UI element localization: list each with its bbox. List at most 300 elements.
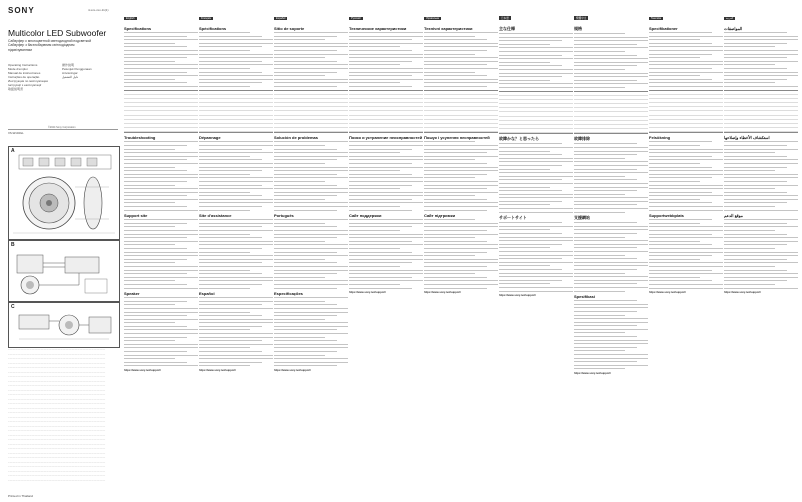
part-number: 4-xxx-xxx-11(1) [88,8,109,12]
subtitle-ru: Сабвуфер с многоцветной светодиодной подсветкой [8,39,92,43]
text-line [274,145,325,146]
support-url[interactable]: https://www.sony.net/support/ [649,291,686,295]
text-line [199,308,273,309]
section-heading: サポートサイト [499,215,527,221]
text-line [499,176,573,177]
text-line [724,237,798,238]
text-line [199,351,262,352]
text-line [199,156,250,157]
text-line [424,43,498,44]
section-heading: Speaker [124,291,140,297]
text-line [724,36,798,37]
text-line [499,187,550,188]
text-line [274,284,348,285]
text-line [199,337,273,338]
text-line [724,234,787,235]
text-line [499,262,573,263]
spec-table [574,91,648,135]
text-line [274,79,348,80]
translated-titles [8,39,108,52]
figure-a-label: A [11,148,15,154]
text-line [499,47,573,48]
section-heading: 故障かな？と思ったら [499,136,539,142]
text-line [349,248,400,249]
text-line [274,322,348,323]
text-line [724,226,798,227]
text-line [199,192,250,193]
text-line [724,244,787,245]
text-line [349,163,412,164]
text-line [649,61,723,62]
text-line [124,156,198,157]
text-line [274,192,348,193]
text-line [574,229,648,230]
text-line [424,199,487,200]
text-line [724,266,775,267]
text-line [424,202,498,203]
section-heading: Spesifikasi [574,294,595,300]
text-line [724,64,775,65]
text-line [499,258,562,259]
text-line [349,266,400,267]
text-line [499,154,562,155]
section-heading: Español [199,291,215,297]
text-line [649,206,723,207]
printed-in: Printed in Thailand [8,494,33,498]
support-url[interactable]: https://www.sony.net/support/ [124,369,161,372]
text-line [574,315,625,316]
text-line [574,143,637,144]
text-line [424,75,487,76]
text-line [574,172,648,173]
text-line [124,230,198,231]
text-line [199,145,273,146]
text-line [349,36,423,37]
text-line [274,319,325,320]
text-line [349,206,400,207]
text-line [499,87,573,88]
text-line [124,64,198,65]
text-line [499,37,573,38]
text-line [424,230,487,231]
text-line [424,188,487,189]
figure-b-panel [8,240,120,302]
text-line [349,61,412,62]
text-line [124,337,187,338]
support-url[interactable]: https://www.sony.net/support/ [199,369,236,372]
table-row [349,128,423,132]
text-column [274,6,348,494]
text-line [574,179,637,180]
text-line [649,152,723,153]
text-line [649,262,723,263]
text-line [574,80,637,81]
text-line [649,188,723,189]
text-line [649,32,712,33]
text-line [649,202,712,203]
text-line [349,79,423,80]
text-line [124,61,175,62]
text-line [124,277,198,278]
text-line [574,269,637,270]
text-line [649,255,712,256]
text-line [499,65,562,66]
text-line [649,226,723,227]
text-line [649,170,723,171]
text-line [349,141,423,142]
text-line [349,284,400,285]
text-line [424,185,498,186]
section-heading: Sitio de soporte [274,26,305,31]
text-line [424,79,498,80]
text-line [274,358,348,359]
text-line [649,237,723,238]
text-line [574,147,648,148]
text-line [124,226,175,227]
text-line [274,32,348,33]
text-line [649,68,712,69]
instructions-list-right [62,63,112,79]
text-line [574,291,625,292]
text-line [349,156,423,157]
text-line [649,266,723,267]
section-heading: Dépannage [199,135,221,141]
text-line [574,212,625,213]
text-line [199,297,273,298]
section-heading: Сайт поддержки [349,213,382,219]
text-line [724,79,787,80]
text-line [424,57,498,58]
text-line [574,169,637,170]
text-column [724,6,798,494]
text-line [124,170,187,171]
text-line [724,188,775,189]
text-line [424,46,498,47]
figure-b-label: B [11,242,15,248]
text-line [124,273,187,274]
support-url[interactable]: https://www.sony.net/support/ [574,372,611,375]
text-line [574,76,648,77]
text-line [124,288,198,289]
text-line [124,340,175,341]
text-line [574,161,648,162]
text-line [724,202,787,203]
text-line [349,86,412,87]
text-line [274,188,348,189]
text-line [274,57,325,58]
text-line [349,234,423,235]
text-line [274,362,348,363]
text-line [124,255,198,256]
text-line [424,141,475,142]
text-line [424,72,475,73]
text-line [124,351,187,352]
text-line [424,39,487,40]
language-tab: Français [201,17,211,20]
text-line [424,167,498,168]
text-line [199,344,273,345]
text-line [574,176,625,177]
text-line [499,190,562,191]
text-line [199,181,273,182]
section-heading: Especificações [274,291,303,297]
text-line [424,262,498,263]
text-line [649,181,700,182]
text-line [199,72,262,73]
text-line [349,68,423,69]
text-line [424,177,475,178]
text-line [649,167,712,168]
text-line [724,145,787,146]
text-line [724,195,798,196]
text-line [124,57,187,58]
text-line [499,197,573,198]
text-line [724,284,775,285]
section-heading: Сайт підтримки [424,213,456,219]
text-line [574,304,648,305]
section-heading: Поиск и устранение неисправностей [349,135,423,141]
text-line [124,195,187,196]
text-line [499,255,573,256]
text-line [274,39,325,40]
text-line [274,226,337,227]
text-line [274,156,348,157]
text-line [349,210,412,211]
text-line [349,202,423,203]
text-line [274,75,325,76]
text-line [124,75,198,76]
text-line [199,54,273,55]
support-url[interactable]: https://www.sony.net/support/ [724,291,761,295]
figure-c-panel [8,302,120,348]
text-line [199,86,250,87]
text-line [499,183,573,184]
text-line [649,36,723,37]
instructions-list-left [8,63,68,91]
text-line [199,326,262,327]
instructions-id: Petunjuk Penggunaan [62,67,92,71]
text-line [349,82,400,83]
text-line [199,39,273,40]
section-heading: 故障排除 [574,136,590,142]
section-heading: موقع الدعم [724,213,743,219]
section-heading: Spécifications [199,26,227,31]
section-heading: المواصفات [724,26,743,31]
text-line [724,68,787,69]
text-line [124,326,187,327]
text-line [424,226,498,227]
text-line [124,167,175,168]
text-line [274,61,337,62]
text-line [574,247,637,248]
text-line [274,177,348,178]
text-line [199,315,262,316]
section-heading: 支援網站 [574,215,590,221]
text-line [349,237,423,238]
subwoofer-drawing-icon [9,147,119,239]
text-line [124,312,198,313]
text-line [649,72,723,73]
support-url[interactable]: https://www.sony.net/support/ [349,291,386,295]
text-line [574,318,648,319]
text-line [199,259,273,260]
table-row [574,129,648,133]
text-line [124,36,187,37]
text-column [199,6,273,494]
text-line [199,365,250,366]
text-line [724,252,798,253]
text-line [199,322,273,323]
text-line [499,233,562,234]
text-line [274,365,337,366]
text-line [274,326,348,327]
text-line [724,50,798,51]
text-line [349,39,412,40]
text-line [274,54,348,55]
text-line [499,69,573,70]
text-line [724,170,775,171]
section-heading: Felsökning [649,135,671,141]
text-line [199,347,250,348]
text-line [274,181,325,182]
text-line [274,340,337,341]
text-line [199,234,250,235]
text-line [649,195,723,196]
text-column [124,6,198,494]
spec-table [649,90,723,134]
text-line [274,210,337,211]
table-row [124,128,198,132]
text-line [424,237,475,238]
support-url[interactable]: https://www.sony.net/support/ [424,291,461,295]
text-line [199,185,262,186]
text-line [124,185,175,186]
text-line [499,229,550,230]
text-line [124,244,175,245]
text-line [274,159,337,160]
text-line [574,187,648,188]
text-line [199,252,250,253]
text-line [424,174,487,175]
text-line [199,46,262,47]
text-line [649,277,700,278]
text-line [424,288,487,289]
text-line [124,259,187,260]
text-line [199,43,273,44]
text-line [649,288,723,289]
text-line [724,262,798,263]
text-line [424,64,487,65]
text-line [199,202,273,203]
text-line [574,283,637,284]
text-line [499,222,562,223]
text-line [424,277,487,278]
text-line [499,204,550,205]
text-line [649,219,712,220]
figure-a-panel [8,146,120,240]
text-line [424,241,487,242]
text-line [199,223,273,224]
text-line [349,199,412,200]
text-line [724,57,787,58]
text-line [499,73,573,74]
text-line [424,159,475,160]
text-line [199,304,262,305]
text-line [574,204,637,205]
section-heading: 規格 [574,26,582,31]
text-line [274,141,348,142]
instructions-fr: Mode d’emploi [8,67,28,71]
language-tab: العربية [726,17,734,20]
text-line [499,83,573,84]
text-line [424,259,498,260]
text-line [424,54,475,55]
text-line [424,206,498,207]
text-line [649,280,712,281]
text-line [649,54,712,55]
text-line [124,192,198,193]
text-line [724,167,787,168]
text-line [649,223,700,224]
text-line [274,333,348,334]
text-line [274,163,325,164]
text-line [349,167,423,168]
text-line [574,276,648,277]
section-heading: 主な仕様 [499,26,515,31]
text-line [424,244,498,245]
text-line [424,284,498,285]
text-line [424,156,498,157]
text-line [649,192,712,193]
text-line [424,163,487,164]
text-line [124,145,187,146]
text-line [424,248,498,249]
text-line [199,75,273,76]
text-line [199,167,273,168]
section-heading: Технічні характеристики [424,26,473,31]
table-row [649,128,723,132]
text-line [274,64,348,65]
text-line [274,50,337,51]
section-heading: Português [274,213,294,219]
text-line [349,255,423,256]
text-line [199,333,273,334]
table-row [724,128,798,132]
text-line [574,65,637,66]
text-line [424,149,498,150]
support-url[interactable]: https://www.sony.net/support/ [499,294,536,298]
section-heading: Troubleshooting [124,135,156,141]
text-line [274,312,348,313]
text-line [649,248,723,249]
section-heading: Технические характеристики [349,26,407,31]
text-line [124,266,198,267]
copyright: ©2024 Sony Corporation [48,126,76,129]
spec-table [724,90,798,134]
text-line [499,165,562,166]
text-line [349,192,423,193]
text-line [349,46,400,47]
spec-table [499,91,573,135]
text-line [274,315,337,316]
text-line [574,280,648,281]
text-line [499,287,573,288]
text-line [574,165,648,166]
text-line [199,170,262,171]
text-line [724,159,798,160]
support-url[interactable]: https://www.sony.net/support/ [274,369,311,372]
text-line [124,219,198,220]
